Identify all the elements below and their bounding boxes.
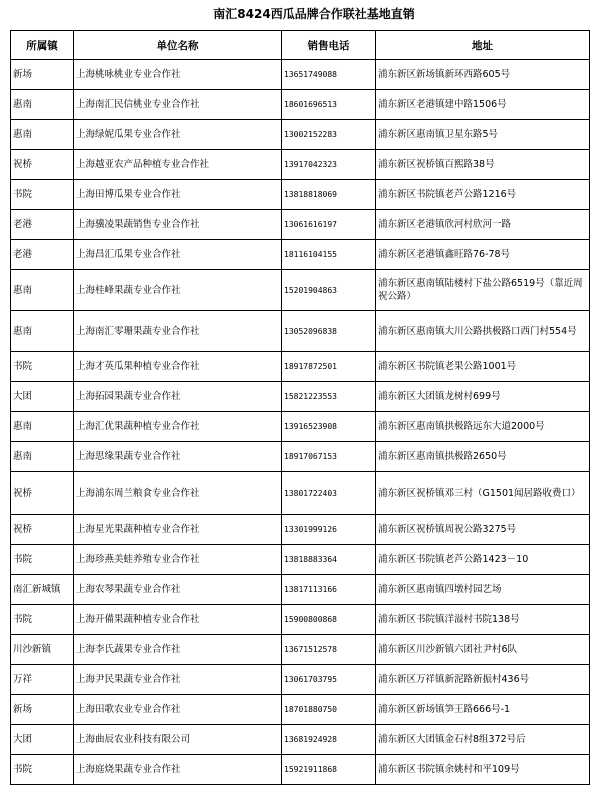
table-row (11, 545, 590, 575)
cell-phone: 13916523908 (282, 412, 376, 442)
cell-phone: 18116104155 (282, 240, 376, 270)
cell-town: 川沙新镇 (11, 635, 74, 665)
cell-address: 浦东新区万祥镇新泥路新振村436号 (376, 665, 590, 695)
cell-phone: 13818883364 (282, 545, 376, 575)
header-phone: 销售电话 (282, 31, 376, 60)
table-row (11, 210, 590, 240)
cell-unit-name: 上海星光果蔬种植专业合作社 (74, 515, 282, 545)
cell-address: 浦东新区祝桥镇周祝公路3275号 (376, 515, 590, 545)
cell-unit-name: 上海田博瓜果专业合作社 (74, 180, 282, 210)
table-row (11, 412, 590, 442)
table-row (11, 60, 590, 90)
cell-phone: 13651749088 (282, 60, 376, 90)
table-row (11, 352, 590, 382)
cell-town: 老港 (11, 240, 74, 270)
cell-town: 南汇新城镇 (11, 575, 74, 605)
cell-town: 书院 (11, 755, 74, 785)
cell-unit-name: 上海桂峰果蔬专业合作社 (74, 270, 282, 311)
cell-address: 浦东新区新场镇新环西路605号 (376, 60, 590, 90)
table-row (11, 270, 590, 311)
cell-address: 浦东新区祝桥镇邓三村（G1501闻居路收费口） (376, 472, 590, 515)
cell-phone: 13801722403 (282, 472, 376, 515)
cell-unit-name: 上海越亚农产品种植专业合作社 (74, 150, 282, 180)
cell-unit-name: 上海珍燕美蛙养殖专业合作社 (74, 545, 282, 575)
cell-address: 浦东新区惠南镇陆楼村下盐公路6519号（靠近周祝公路） (376, 270, 590, 311)
cell-unit-name: 上海思缘果蔬专业合作社 (74, 442, 282, 472)
cell-town: 万祥 (11, 665, 74, 695)
cell-unit-name: 上海曲辰农业科技有限公司 (74, 725, 282, 755)
cell-phone: 18917067153 (282, 442, 376, 472)
cell-phone: 18701880750 (282, 695, 376, 725)
cell-unit-name: 上海桃咏桃业专业合作社 (74, 60, 282, 90)
document-title: 南汇8424西瓜品牌合作联社基地直销 (213, 7, 415, 21)
cell-unit-name: 上海田歌农业专业合作社 (74, 695, 282, 725)
cell-phone: 13061703795 (282, 665, 376, 695)
cell-town: 祝桥 (11, 515, 74, 545)
cell-phone: 13817113166 (282, 575, 376, 605)
table-row (11, 180, 590, 210)
cell-unit-name: 上海拓园果蔬专业合作社 (74, 382, 282, 412)
cell-phone: 13818818069 (282, 180, 376, 210)
cell-town: 书院 (11, 605, 74, 635)
cell-town: 书院 (11, 352, 74, 382)
header-town: 所属镇 (11, 31, 74, 60)
cell-phone: 15921911868 (282, 755, 376, 785)
cell-address: 浦东新区祝桥镇百熙路38号 (376, 150, 590, 180)
cell-address: 浦东新区书院镇余姚村和平109号 (376, 755, 590, 785)
cell-phone: 13671512578 (282, 635, 376, 665)
table-row (11, 755, 590, 785)
table-row (11, 695, 590, 725)
cell-phone: 15900800868 (282, 605, 376, 635)
table-row (11, 635, 590, 665)
cell-town: 惠南 (11, 412, 74, 442)
cell-address: 浦东新区川沙新镇六团社尹村6队 (376, 635, 590, 665)
cell-town: 书院 (11, 180, 74, 210)
table-row (11, 382, 590, 412)
cell-town: 大团 (11, 725, 74, 755)
cell-unit-name: 上海绿妮瓜果专业合作社 (74, 120, 282, 150)
table-row (11, 575, 590, 605)
cell-address: 浦东新区老港镇欣河村欣河一路 (376, 210, 590, 240)
header-address: 地址 (376, 31, 590, 60)
cell-unit-name: 上海骥凌果蔬销售专业合作社 (74, 210, 282, 240)
cell-town: 惠南 (11, 120, 74, 150)
table-header-row (11, 31, 590, 60)
cell-address: 浦东新区大团镇龙树村699号 (376, 382, 590, 412)
cell-address: 浦东新区惠南镇四墩村园艺场 (376, 575, 590, 605)
cell-town: 新场 (11, 60, 74, 90)
cell-unit-name: 上海南汇民信桃业专业合作社 (74, 90, 282, 120)
cell-town: 祝桥 (11, 472, 74, 515)
cell-phone: 13002152283 (282, 120, 376, 150)
cell-unit-name: 上海南汇零珊果蔬专业合作社 (74, 311, 282, 352)
cell-unit-name: 上海李氏蔬果专业合作社 (74, 635, 282, 665)
cell-unit-name: 上海庭烧果蔬专业合作社 (74, 755, 282, 785)
cell-address: 浦东新区老港镇鑫旺路76-78号 (376, 240, 590, 270)
cell-phone: 13681924928 (282, 725, 376, 755)
table-row (11, 665, 590, 695)
cell-town: 书院 (11, 545, 74, 575)
cell-address: 浦东新区惠南镇卫星东路5号 (376, 120, 590, 150)
table-row (11, 90, 590, 120)
cell-phone: 18917872501 (282, 352, 376, 382)
table-row (11, 240, 590, 270)
cell-phone: 13052096838 (282, 311, 376, 352)
cell-town: 惠南 (11, 270, 74, 311)
cell-unit-name: 上海尹民果蔬专业合作社 (74, 665, 282, 695)
table-row (11, 120, 590, 150)
cell-address: 浦东新区书院镇洋溢村书院138号 (376, 605, 590, 635)
cell-address: 浦东新区书院镇老芦公路1423－10 (376, 545, 590, 575)
table-row (11, 442, 590, 472)
cell-phone: 13061616197 (282, 210, 376, 240)
cell-town: 惠南 (11, 442, 74, 472)
header-unit-name: 单位名称 (74, 31, 282, 60)
table-row (11, 150, 590, 180)
cell-address: 浦东新区老港镇建中路1506号 (376, 90, 590, 120)
cell-address: 浦东新区惠南镇拱极路远东大道2000号 (376, 412, 590, 442)
cell-unit-name: 上海昌汇瓜果专业合作社 (74, 240, 282, 270)
cell-address: 浦东新区惠南镇大川公路拱极路口西门村554号 (376, 311, 590, 352)
table-row (11, 515, 590, 545)
cell-phone: 15821223553 (282, 382, 376, 412)
cell-town: 惠南 (11, 90, 74, 120)
table-row (11, 311, 590, 352)
cell-phone: 15201904863 (282, 270, 376, 311)
cell-town: 新场 (11, 695, 74, 725)
cell-phone: 13301999126 (282, 515, 376, 545)
cell-unit-name: 上海农琴果蔬专业合作社 (74, 575, 282, 605)
cell-unit-name: 上海浦东周兰粮食专业合作社 (74, 472, 282, 515)
cell-address: 浦东新区惠南镇拱极路2650号 (376, 442, 590, 472)
cell-unit-name: 上海汇优果蔬种植专业合作社 (74, 412, 282, 442)
cell-address: 浦东新区书院镇老果公路1001号 (376, 352, 590, 382)
cooperative-directory-table (10, 30, 590, 785)
table-row (11, 605, 590, 635)
cell-address: 浦东新区书院镇老芦公路1216号 (376, 180, 590, 210)
cell-town: 大团 (11, 382, 74, 412)
table-row (11, 725, 590, 755)
table-body (11, 60, 590, 785)
cell-town: 祝桥 (11, 150, 74, 180)
cell-unit-name: 上海开備果蔬种植专业合作社 (74, 605, 282, 635)
cell-town: 惠南 (11, 311, 74, 352)
cell-phone: 18601696513 (282, 90, 376, 120)
cell-town: 老港 (11, 210, 74, 240)
table-row (11, 472, 590, 515)
cell-address: 浦东新区新场镇笋王路666号-1 (376, 695, 590, 725)
cell-unit-name: 上海才英瓜果种植专业合作社 (74, 352, 282, 382)
cell-address: 浦东新区大团镇金石村8组372号后 (376, 725, 590, 755)
cell-phone: 13917042323 (282, 150, 376, 180)
